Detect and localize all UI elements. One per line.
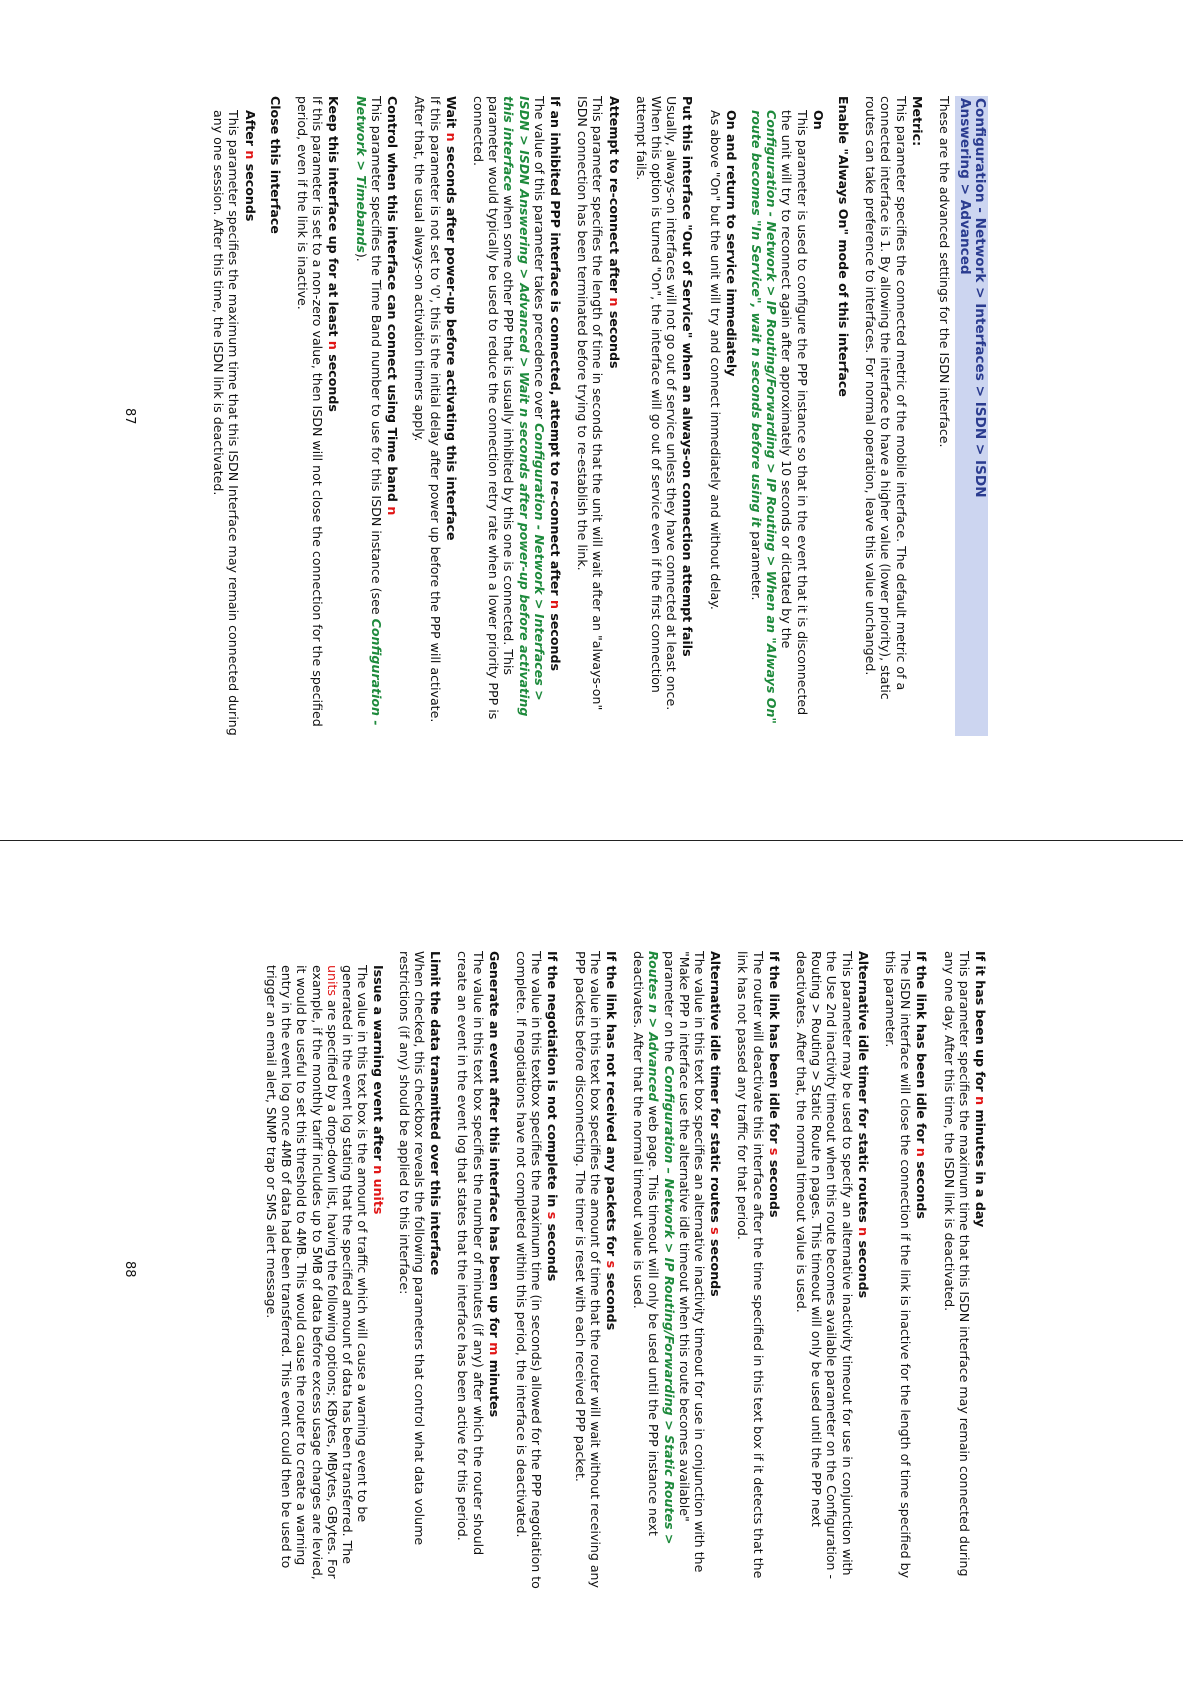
no-packets-heading (604, 951, 619, 1591)
timeband-heading (385, 96, 400, 736)
out-of-service-text: Usually, always-on interfaces will not go out of service unless they have connected at least once. When this option is turned "On", the interface will go out of service even if the first connection attempt fails. (633, 96, 680, 711)
negotiation-heading-n: s (545, 1211, 561, 1220)
inhibited-text-part-1: The value of this parameter takes precedence over (531, 96, 547, 420)
event-heading-a: Generate an event after this interface has been up for (486, 951, 502, 1338)
page-87-text-column (207, 96, 988, 736)
on-text-part-1: This parameter is used to configure the PPP instance so that in the event that it is disconnected the unit will try to reconnect again after approximately 10 seconds or dictated by the (779, 110, 810, 716)
alt-idle-heading-n: n (855, 1227, 871, 1237)
inhibited-text-part-2: when some other PPP that is usually inhibited by this one is connected. This parameter would typically be used to reduce the connection retry rate when a lower priority PPP is connected. (470, 96, 517, 720)
after-heading-b: seconds (242, 163, 258, 222)
event-text: The value in this text box specifies the number of minutes (if any) after which the router should create an event in the event log that states that the interface has been active for this period. (455, 951, 486, 1556)
event-heading-n: m (486, 1342, 502, 1356)
alt-idle-heading-a: Alternative idle timer for static routes (855, 951, 871, 1223)
after-heading-a: After (242, 110, 258, 146)
breadcrumb-line-2: Answering > Advanced (957, 98, 973, 275)
idle-heading-n: n (914, 1147, 930, 1157)
out-of-service-heading: Put this interface "Out of Service" when an always-on connection attempt fails (680, 96, 696, 657)
limit-text: When checked, this checkbox reveals the following parameters that control what data volume restrictions (if any) should be applied to this interface: (396, 951, 427, 1546)
negotiation-heading (545, 951, 560, 1591)
keepup-heading-a: Keep this interface up for at least (326, 96, 342, 337)
alt2-heading-n: s (708, 1227, 724, 1235)
no-packets-heading-a: If the link has not received any packets for (603, 951, 619, 1257)
on-text-part-2: parameter. (748, 531, 764, 601)
breadcrumb-line-1: Configuration - Network > Interfaces > ISDN > ISDN (972, 98, 988, 498)
idle-heading (914, 951, 929, 1591)
always-on-heading: Enable "Always On" mode of this interface (835, 96, 851, 397)
warning-text-part-1: The value in this text box is the amount of traffic which will cause a warning event to be generated in the event log stating that the specified amount of data has been transferred. The (340, 965, 371, 1564)
inhibited-text (471, 96, 547, 736)
warning-units: units (324, 965, 340, 996)
page-number: 87 (122, 408, 137, 425)
reconnect-text: This parameter specifies the length of time in seconds that the unit will wait after an "always-on" ISDN connection has been terminated before trying to re-establish the link. (575, 96, 606, 711)
timeband-text (354, 96, 384, 736)
page-88-rotated-content (0, 841, 1183, 1683)
no-packets-heading-b: seconds (603, 1272, 619, 1331)
reconnect-heading (606, 96, 621, 736)
keepup-heading (326, 96, 341, 736)
on-return-heading: On and return to service immediately (723, 110, 739, 377)
alt-idle-text: This parameter may be used to specify an alternative inactivity timeout for use in conjunction with the Use 2nd inactivity timeout when this route becomes available parameter on the Configuration - Routing > Routing > Static Route n pages. This timeout will only be used until the PPP next deactivates. After that, the normal timeout value is used. (793, 951, 855, 1580)
wait-heading-b: seconds after power-up before activating this interface (443, 146, 459, 541)
wait-text: If this parameter is not set to '0', this is the initial delay after power up before the PPP will activate. After that, the usual always-on activation timers apply. (412, 96, 443, 723)
alt-idle-heading-b: seconds (855, 1240, 871, 1299)
alt2-heading-a: Alternative idle timer for static routes (708, 951, 724, 1223)
reconnect-heading-b: seconds (606, 310, 622, 369)
close-heading: Close this interface (267, 96, 283, 234)
inhibited-heading-b: seconds (547, 613, 563, 672)
idle2-heading (767, 951, 782, 1591)
on-text (749, 110, 810, 736)
up-day-heading (973, 951, 988, 1591)
idle-heading-a: If the link has been idle for (914, 951, 930, 1144)
alt2-text (631, 951, 707, 1591)
alt2-config-link[interactable]: Configuration – Network > IP Routing/Forwarding > Static Routes > Routes n > Advanced (646, 951, 677, 1545)
alt2-heading (708, 951, 723, 1591)
intro-text: These are the advanced settings for the ISDN interface. (937, 96, 952, 448)
timeband-config-link[interactable]: Configuration - Network > Timebands (353, 96, 384, 726)
alt-idle-heading (856, 951, 871, 1591)
warning-text-part-2: are specified by a drop-down list, having the following options; KBytes, MBytes, GBytes. For example, if the monthly tariff includes up to 5MB of data before excess usage charges are levied, it would be useful to set this threshold to 4MB. This would cause the router to create a warning entry in the event log once 4MB of data had been transferred. This event could then be used to trigger an email alert, SNMP trap or SMS alert message. (264, 965, 340, 1580)
inhibited-heading (548, 96, 563, 736)
idle2-heading-n: s (766, 1147, 782, 1156)
wait-heading-n: n (443, 132, 459, 142)
breadcrumb (955, 96, 988, 736)
on-heading: On (810, 110, 826, 130)
timeband-heading-n: n (385, 506, 401, 516)
keepup-heading-b: seconds (326, 354, 342, 412)
alt2-heading-b: seconds (708, 1239, 724, 1297)
wait-heading (444, 96, 459, 736)
metric-heading: Metric: (909, 96, 925, 147)
no-packets-heading-n: s (603, 1260, 619, 1269)
inhibited-heading-n: n (547, 600, 563, 609)
idle-text: The ISDN interface will close the connection if the link is inactive for the length of time specified by this parameter. (882, 951, 914, 1579)
warning-heading (371, 965, 386, 1591)
inhibited-config-link[interactable]: Configuration - Network > Interfaces > ISDN > ISDN Answering > Advanced > Wait n seconds after power-up before activating this interface (501, 96, 547, 717)
no-packets-text: The value in this text box specifies the amount of time that the router will wait without receiving any PPP packets before disconnecting. The timer is reset with each received PPP packet. (572, 951, 603, 1588)
up-day-heading-a: If it has been up for (973, 951, 988, 1092)
page-88-text-column (260, 951, 988, 1591)
alt2-text-part-1: The value in this text box specifies an alternative inactivity timeout for use in conjunction with the "Make PPP n interface use the alternative idle timeout when this route becomes available" parameter on the (661, 951, 707, 1573)
on-return-text: As above "On" but the unit will try and connect immediately and without delay. (707, 110, 723, 610)
limit-heading: Limit the data transmitted over this interface (428, 951, 444, 1276)
after-heading (242, 110, 257, 736)
keepup-text: If this parameter is set to a non-zero value, then ISDN will not close the connection for the specified period, even if the link is inactive. (295, 96, 326, 727)
up-day-heading-b: minutes in a day (973, 1109, 988, 1228)
metric-text: This parameter specifies the connected metric of the mobile interface. The default metric of a connected interface is 1. By allowing the interface to have a higher value (lower priority), static routes can take preference to interfaces. For normal operation, leave this value unchanged. (863, 96, 909, 700)
page-88 (0, 841, 1183, 1683)
reconnect-heading-a: Attempt to re-connect after (606, 96, 622, 294)
up-day-heading-n: n (973, 1096, 988, 1106)
idle2-heading-a: If the link has been idle for (766, 951, 782, 1144)
after-heading-n: n (242, 150, 258, 160)
page-87 (0, 0, 1183, 841)
negotiation-text: The value in this textbox specifies the maximum time (in seconds) allowed for the PPP negotiation to complete. If negotiations have not completed within this period, the interface is deactivated. (513, 951, 545, 1589)
wait-heading-a: Wait (443, 96, 459, 129)
timeband-text-part-1: This parameter specifies the Time Band number to use for this ISDN instance (see (368, 96, 384, 615)
warning-text (264, 965, 370, 1591)
negotiation-heading-a: If the negotiation is not complete in (545, 951, 561, 1208)
idle2-text: The router will deactivate this interface after the time specified in this text box if it detects that the link has not passed any traffic for that period. (735, 951, 766, 1579)
event-heading (487, 951, 502, 1591)
warning-heading-a: Issue a warning event after (371, 965, 387, 1161)
after-text: This parameter specifies the maximum time that this ISDN Interface may remain connected during any one session. After this time, the ISDN link is deactivated. (211, 110, 242, 736)
idle2-heading-b: seconds (766, 1159, 782, 1218)
on-config-link[interactable]: Configuration - Network > IP Routing/Forwarding > IP Routing > When an "Always On" route becomes "In Service", wait n seconds before using it (748, 110, 780, 724)
page-number: 88 (122, 1261, 137, 1278)
inhibited-heading-a: If an inhibited PPP interface is connected, attempt to re-connect after (547, 96, 563, 596)
alt2-text-part-2: web page. This timeout will only be used until the PPP instance next deactivates. After that the normal timeout value is used. (631, 951, 662, 1536)
timeband-text-part-2: ). (353, 252, 369, 262)
warning-heading-n: n units (371, 1165, 387, 1215)
timeband-heading-a: Control when this interface can connect using Time band (385, 96, 401, 502)
idle-heading-b: seconds (914, 1161, 930, 1219)
page-87-rotated-content (0, 0, 1183, 841)
event-heading-b: minutes (486, 1359, 502, 1418)
up-day-text: This parameter specifies the maximum time that this ISDN interface may remain connected during any one day. After this time, the ISDN link is deactivated. (941, 951, 972, 1577)
negotiation-heading-b: seconds (545, 1223, 561, 1282)
reconnect-heading-n: n (606, 297, 622, 307)
keepup-heading-n: n (326, 340, 342, 350)
